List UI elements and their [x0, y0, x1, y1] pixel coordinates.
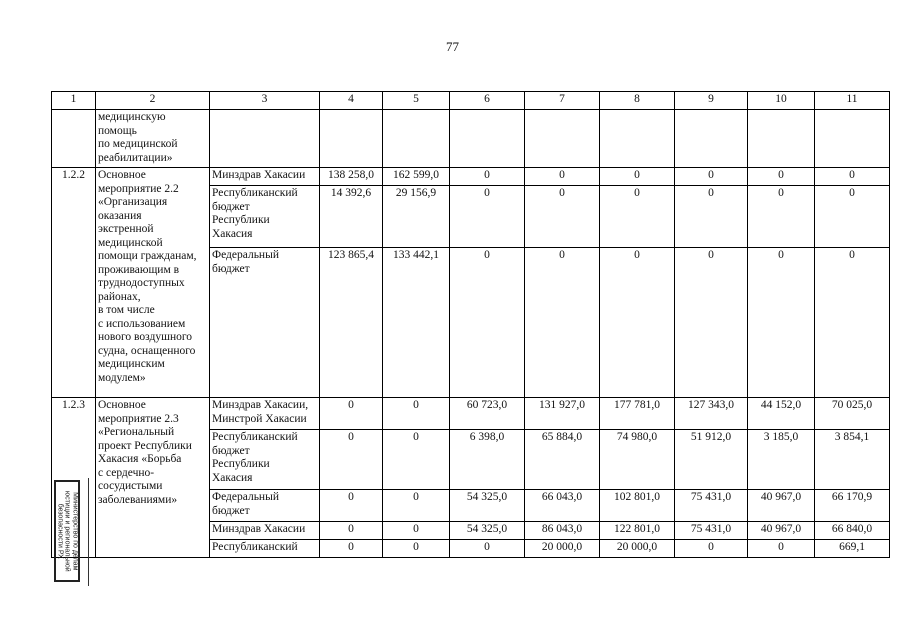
amount-cell: 0 — [383, 490, 450, 522]
column-number: 9 — [675, 92, 748, 110]
amount-cell: 74 980,0 — [600, 430, 675, 490]
amount-cell: 0 — [320, 490, 383, 522]
amount-cell: 51 912,0 — [675, 430, 748, 490]
amount-cell: 0 — [450, 540, 525, 558]
amount-cell: 0 — [748, 168, 815, 186]
funding-source: Минздрав Хакасии, Минстрой Хакасии — [210, 398, 320, 430]
column-number: 11 — [815, 92, 890, 110]
description-cell: медицинскую помощь по медицинской реабилитации» — [96, 110, 210, 168]
amount-cell: 0 — [525, 168, 600, 186]
amount-cell: 29 156,9 — [383, 186, 450, 248]
amount-cell: 0 — [815, 248, 890, 398]
amount-cell: 54 325,0 — [450, 522, 525, 540]
amount-cell: 44 152,0 — [748, 398, 815, 430]
column-number: 2 — [96, 92, 210, 110]
amount-cell: 0 — [450, 168, 525, 186]
amount-cell: 0 — [815, 168, 890, 186]
funding-source: Федеральный бюджет — [210, 490, 320, 522]
registration-stamp — [54, 480, 80, 582]
amount-cell: 20 000,0 — [525, 540, 600, 558]
amount-cell: 102 801,0 — [600, 490, 675, 522]
amount-cell: 3 854,1 — [815, 430, 890, 490]
funding-source: Республиканский бюджет Республики Хакасия — [210, 430, 320, 490]
amount-cell: 0 — [320, 522, 383, 540]
amount-cell: 65 884,0 — [525, 430, 600, 490]
amount-cell: 133 442,1 — [383, 248, 450, 398]
amount-cell: 0 — [450, 186, 525, 248]
amount-cell: 162 599,0 — [383, 168, 450, 186]
budget-table — [51, 91, 890, 558]
amount-cell: 66 043,0 — [525, 490, 600, 522]
table-row — [52, 168, 890, 186]
value-cell — [525, 110, 600, 168]
amount-cell: 123 865,4 — [320, 248, 383, 398]
item-code: 1.2.3 — [52, 398, 96, 558]
amount-cell: 0 — [675, 186, 748, 248]
amount-cell: 0 — [450, 248, 525, 398]
amount-cell: 177 781,0 — [600, 398, 675, 430]
item-description: Основное мероприятие 2.3 «Региональный проект Республики Хакасия «Борьба с сердечно- сосудистыми заболеваниями» — [96, 398, 210, 558]
page-number: 77 — [446, 39, 459, 54]
amount-cell: 70 025,0 — [815, 398, 890, 430]
amount-cell: 0 — [600, 168, 675, 186]
column-number: 7 — [525, 92, 600, 110]
amount-cell: 0 — [748, 540, 815, 558]
amount-cell: 0 — [600, 248, 675, 398]
column-number: 4 — [320, 92, 383, 110]
value-cell — [748, 110, 815, 168]
stamp-text: Министерство по делам юстиции и региональной безопасности РХ — [56, 490, 79, 572]
source-cell — [210, 110, 320, 168]
amount-cell: 138 258,0 — [320, 168, 383, 186]
amount-cell: 66 170,9 — [815, 490, 890, 522]
column-number: 5 — [383, 92, 450, 110]
column-number: 1 — [52, 92, 96, 110]
amount-cell: 0 — [748, 248, 815, 398]
amount-cell: 0 — [600, 186, 675, 248]
amount-cell: 127 343,0 — [675, 398, 748, 430]
item-code: 1.2.2 — [52, 168, 96, 398]
funding-source: Республиканский бюджет Республики Хакасия — [210, 186, 320, 248]
amount-cell: 0 — [383, 430, 450, 490]
column-number: 10 — [748, 92, 815, 110]
table-row — [52, 398, 890, 430]
amount-cell: 60 723,0 — [450, 398, 525, 430]
header-row — [52, 92, 890, 110]
item-description: Основное мероприятие 2.2 «Организация оказания экстренной медицинской помощи гражданам, проживающим в труднодоступных районах, в том числе с использованием нового воздушного судна, оснащенного медицинским модулем» — [96, 168, 210, 398]
amount-cell: 75 431,0 — [675, 522, 748, 540]
amount-cell: 20 000,0 — [600, 540, 675, 558]
amount-cell: 0 — [675, 540, 748, 558]
continuation-row — [52, 110, 890, 168]
amount-cell: 131 927,0 — [525, 398, 600, 430]
value-cell — [600, 110, 675, 168]
amount-cell: 66 840,0 — [815, 522, 890, 540]
funding-source: Федеральный бюджет — [210, 248, 320, 398]
amount-cell: 3 185,0 — [748, 430, 815, 490]
amount-cell: 0 — [320, 398, 383, 430]
column-number: 8 — [600, 92, 675, 110]
amount-cell: 0 — [748, 186, 815, 248]
funding-source: Минздрав Хакасии — [210, 168, 320, 186]
amount-cell: 0 — [383, 398, 450, 430]
funding-source: Минздрав Хакасии — [210, 522, 320, 540]
amount-cell: 6 398,0 — [450, 430, 525, 490]
column-number: 6 — [450, 92, 525, 110]
value-cell — [675, 110, 748, 168]
value-cell — [815, 110, 890, 168]
amount-cell: 0 — [675, 248, 748, 398]
amount-cell: 0 — [320, 540, 383, 558]
amount-cell: 0 — [320, 430, 383, 490]
amount-cell: 75 431,0 — [675, 490, 748, 522]
amount-cell: 0 — [675, 168, 748, 186]
amount-cell: 669,1 — [815, 540, 890, 558]
amount-cell: 40 967,0 — [748, 490, 815, 522]
amount-cell: 40 967,0 — [748, 522, 815, 540]
column-number: 3 — [210, 92, 320, 110]
amount-cell: 86 043,0 — [525, 522, 600, 540]
amount-cell: 0 — [525, 186, 600, 248]
amount-cell: 14 392,6 — [320, 186, 383, 248]
funding-source: Республиканский — [210, 540, 320, 558]
margin-mark — [88, 478, 91, 586]
amount-cell: 0 — [383, 522, 450, 540]
amount-cell: 0 — [815, 186, 890, 248]
value-cell — [320, 110, 383, 168]
value-cell — [383, 110, 450, 168]
value-cell — [450, 110, 525, 168]
code-cell — [52, 110, 96, 168]
amount-cell: 122 801,0 — [600, 522, 675, 540]
amount-cell: 54 325,0 — [450, 490, 525, 522]
amount-cell: 0 — [383, 540, 450, 558]
amount-cell: 0 — [525, 248, 600, 398]
